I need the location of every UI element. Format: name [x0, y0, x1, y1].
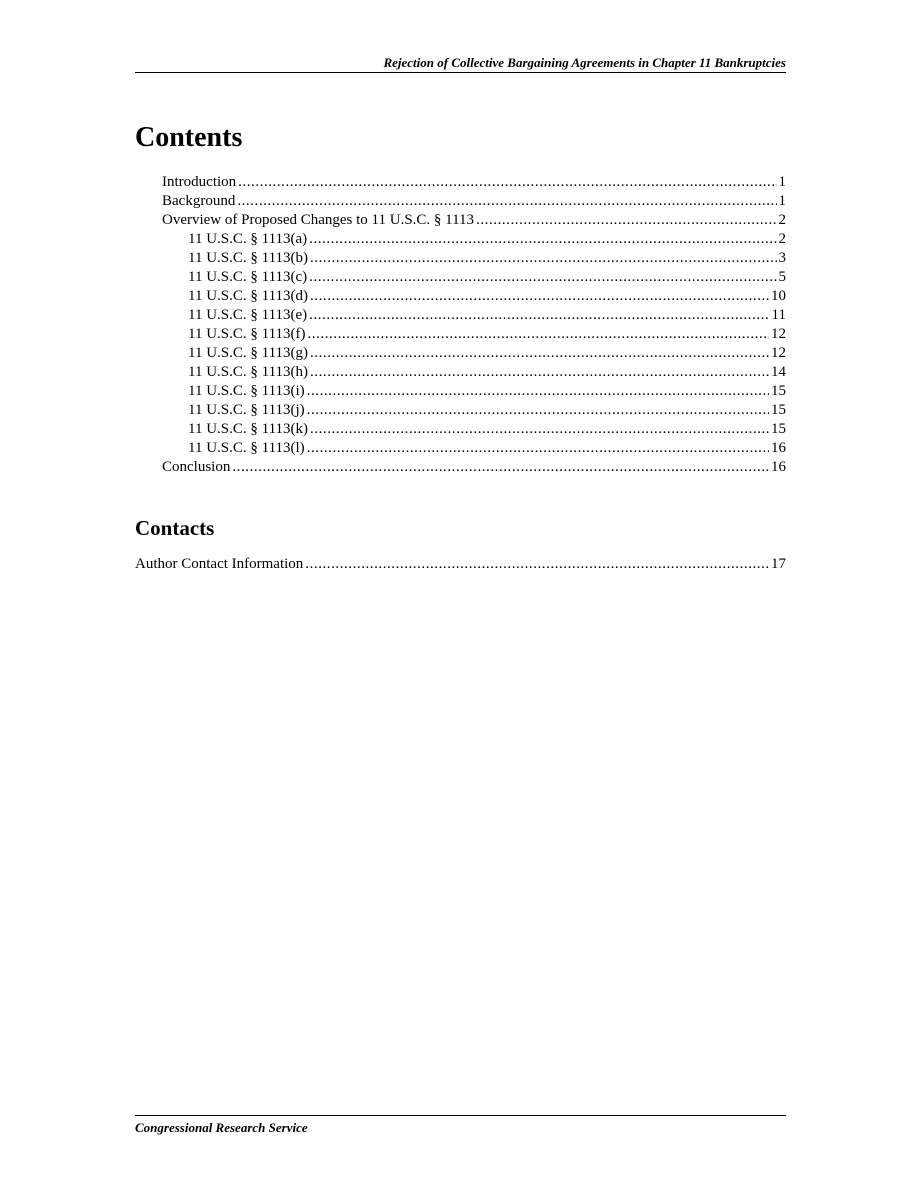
contents-title: Contents: [135, 122, 243, 153]
toc-page-number: 14: [771, 364, 786, 380]
toc-page-number: 15: [771, 383, 786, 399]
toc-page-number: 12: [771, 326, 786, 342]
toc-entry-1113k[interactable]: [135, 420, 786, 439]
table-of-contents: [135, 173, 786, 477]
running-footer: Congressional Research Service: [135, 1120, 308, 1135]
toc-entry-label: Author Contact Information: [135, 556, 304, 572]
toc-dot-leader: [305, 555, 769, 574]
toc-entry-1113f[interactable]: [135, 325, 786, 344]
toc-entry-label: Overview of Proposed Changes to 11 U.S.C. § 1113: [162, 212, 475, 228]
toc-entry-overview[interactable]: [135, 211, 786, 230]
toc-entry-label: 11 U.S.C. § 1113(k): [188, 421, 308, 437]
toc-entry-author-contact[interactable]: [135, 555, 786, 574]
toc-entry-label: 11 U.S.C. § 1113(j): [188, 402, 305, 418]
toc-page-number: 1: [778, 193, 786, 209]
toc-entry-1113j[interactable]: [135, 401, 786, 420]
toc-entry-1113c[interactable]: [135, 268, 786, 287]
toc-entry-1113l[interactable]: [135, 439, 786, 458]
toc-entry-label: Background: [162, 193, 236, 209]
toc-page-number: 1: [778, 174, 786, 190]
toc-entry-label: 11 U.S.C. § 1113(c): [188, 269, 308, 285]
toc-entry-label: 11 U.S.C. § 1113(b): [188, 250, 308, 266]
toc-dot-leader: [309, 230, 776, 249]
toc-dot-leader: [310, 363, 769, 382]
toc-dot-leader: [309, 306, 769, 325]
toc-dot-leader: [310, 287, 769, 306]
toc-entry-1113i[interactable]: [135, 382, 786, 401]
toc-dot-leader: [476, 211, 776, 230]
toc-page-number: 2: [778, 212, 786, 228]
toc-page-number: 10: [771, 288, 786, 304]
toc-entry-label: 11 U.S.C. § 1113(e): [188, 307, 308, 323]
toc-dot-leader: [308, 325, 770, 344]
toc-entry-label: Introduction: [162, 174, 237, 190]
toc-page-number: 17: [771, 556, 786, 572]
toc-entry-conclusion[interactable]: [135, 458, 786, 477]
toc-entry-1113h[interactable]: [135, 363, 786, 382]
toc-page-number: 15: [771, 421, 786, 437]
toc-entry-1113g[interactable]: [135, 344, 786, 363]
toc-page-number: 12: [771, 345, 786, 361]
toc-page-number: 11: [771, 307, 786, 323]
toc-entry-label: Conclusion: [162, 459, 231, 475]
toc-entry-label: 11 U.S.C. § 1113(d): [188, 288, 308, 304]
toc-entry-1113b[interactable]: [135, 249, 786, 268]
toc-entry-label: 11 U.S.C. § 1113(a): [188, 231, 308, 247]
toc-entry-label: 11 U.S.C. § 1113(g): [188, 345, 308, 361]
toc-entry-label: 11 U.S.C. § 1113(i): [188, 383, 305, 399]
toc-entry-background[interactable]: [135, 192, 786, 211]
toc-page-number: 5: [778, 269, 786, 285]
toc-dot-leader: [307, 382, 769, 401]
toc-entry-1113e[interactable]: [135, 306, 786, 325]
toc-dot-leader: [310, 420, 769, 439]
toc-dot-leader: [310, 249, 777, 268]
toc-page-number: 3: [778, 250, 786, 266]
toc-dot-leader: [307, 439, 769, 458]
toc-entry-label: 11 U.S.C. § 1113(h): [188, 364, 308, 380]
toc-entry-introduction[interactable]: [135, 173, 786, 192]
toc-entry-1113d[interactable]: [135, 287, 786, 306]
contacts-title: Contacts: [135, 516, 215, 540]
toc-page-number: 16: [771, 440, 786, 456]
toc-page-number: 15: [771, 402, 786, 418]
toc-entry-1113a[interactable]: [135, 230, 786, 249]
toc-entry-label: 11 U.S.C. § 1113(f): [188, 326, 306, 342]
running-header: Rejection of Collective Bargaining Agreements in Chapter 11 Bankruptcies: [383, 55, 786, 70]
toc-dot-leader: [310, 344, 769, 363]
toc-dot-leader: [309, 268, 776, 287]
toc-dot-leader: [238, 173, 776, 192]
toc-dot-leader: [232, 458, 769, 477]
toc-page-number: 2: [778, 231, 786, 247]
toc-entry-label: 11 U.S.C. § 1113(l): [188, 440, 305, 456]
footer-rule: [135, 1115, 786, 1116]
toc-dot-leader: [237, 192, 776, 211]
header-rule: [135, 72, 786, 73]
contacts-list: [135, 555, 786, 574]
toc-page-number: 16: [771, 459, 786, 475]
toc-dot-leader: [307, 401, 769, 420]
